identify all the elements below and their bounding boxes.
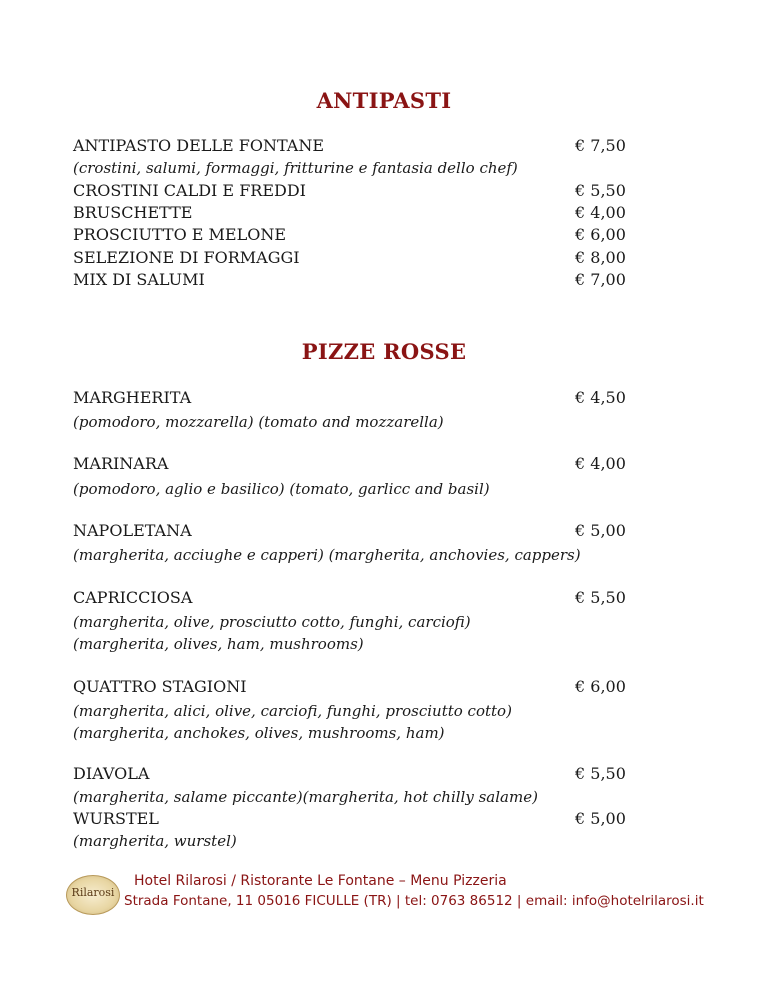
pizza-description: (margherita, alici, olive, carciofi, funghi, prosciutto cotto) bbox=[73, 702, 512, 720]
pizza-price: € 5,50 bbox=[575, 764, 626, 783]
antipasti-item-description: (crostini, salumi, formaggi, fritturine e fantasia dello chef) bbox=[73, 159, 518, 177]
pizza-description: (margherita, olive, prosciutto cotto, funghi, carciofi) bbox=[73, 613, 471, 631]
pizza-name: QUATTRO STAGIONI bbox=[73, 677, 247, 696]
pizza-description: (margherita, acciughe e capperi) (margherita, anchovies, cappers) bbox=[73, 546, 581, 564]
antipasti-item-name: PROSCIUTTO E MELONE bbox=[73, 225, 287, 244]
pizza-description: (pomodoro, mozzarella) (tomato and mozzarella) bbox=[73, 413, 444, 431]
pizza-price: € 5,00 bbox=[575, 521, 626, 540]
pizza-price: € 4,50 bbox=[575, 388, 626, 407]
pizza-price: € 5,00 bbox=[575, 809, 626, 828]
pizza-description: (margherita, olives, ham, mushrooms) bbox=[73, 635, 364, 653]
hotel-logo bbox=[66, 875, 120, 915]
antipasti-title: ANTIPASTI bbox=[316, 88, 452, 113]
pizza-name: DIAVOLA bbox=[73, 764, 150, 783]
footer-title: Hotel Rilarosi / Ristorante Le Fontane – Menu Pizzeria bbox=[134, 873, 507, 889]
antipasti-item-name: SELEZIONE DI FORMAGGI bbox=[73, 248, 300, 267]
pizza-name: CAPRICCIOSA bbox=[73, 588, 193, 607]
antipasti-item-price: € 4,00 bbox=[575, 203, 626, 222]
antipasti-item-price: € 5,50 bbox=[575, 181, 626, 200]
pizza-description: (margherita, wurstel) bbox=[73, 832, 237, 850]
antipasti-item-price: € 7,50 bbox=[575, 136, 626, 155]
pizza-description: (margherita, salame piccante)(margherita, hot chilly salame) bbox=[73, 788, 538, 806]
logo-text: Rilarosi bbox=[71, 886, 115, 899]
antipasti-item-price: € 8,00 bbox=[575, 248, 626, 267]
antipasti-item-name: MIX DI SALUMI bbox=[73, 270, 205, 289]
pizza-description: (margherita, anchokes, olives, mushrooms, ham) bbox=[73, 724, 445, 742]
antipasti-item-name: BRUSCHETTE bbox=[73, 203, 193, 222]
pizza-name: MARGHERITA bbox=[73, 388, 192, 407]
pizza-price: € 4,00 bbox=[575, 454, 626, 473]
pizza-name: NAPOLETANA bbox=[73, 521, 192, 540]
pizza-name: MARINARA bbox=[73, 454, 169, 473]
pizza-price: € 6,00 bbox=[575, 677, 626, 696]
pizze-rosse-title: PIZZE ROSSE bbox=[301, 339, 467, 364]
antipasti-item-name: CROSTINI CALDI E FREDDI bbox=[73, 181, 306, 200]
pizza-description: (pomodoro, aglio e basilico) (tomato, garlicc and basil) bbox=[73, 480, 490, 498]
footer bbox=[60, 873, 740, 919]
pizza-price: € 5,50 bbox=[575, 588, 626, 607]
antipasti-item-name: ANTIPASTO DELLE FONTANE bbox=[73, 136, 325, 155]
antipasti-item-price: € 7,00 bbox=[575, 270, 626, 289]
footer-contact: Strada Fontane, 11 05016 FICULLE (TR) | tel: 0763 86512 | email: info@hotelrilarosi.it bbox=[124, 893, 704, 909]
pizza-name: WURSTEL bbox=[73, 809, 159, 828]
antipasti-item-price: € 6,00 bbox=[575, 225, 626, 244]
